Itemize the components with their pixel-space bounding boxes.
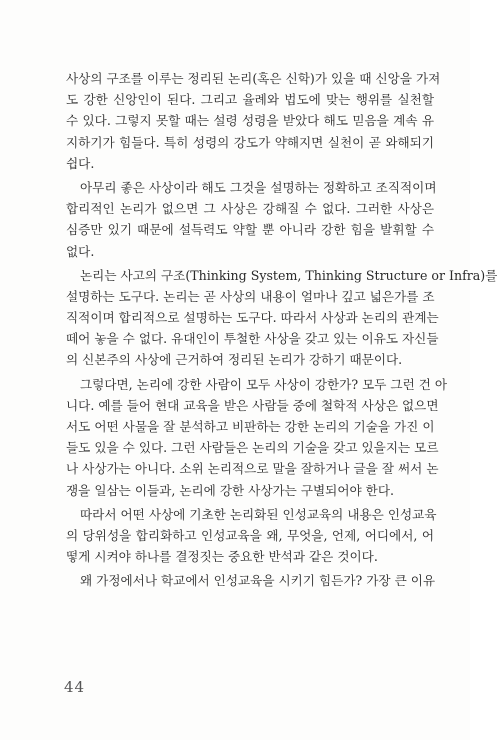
text-line-content: 떼어 놓을 수 없다. 유대인이 투철한 사상을 갖고 있는 이유도 자신들 <box>66 331 439 347</box>
text-line-content: 의 신본주의 사상에 근거하여 정리된 논리가 강하기 때문이다. <box>66 352 403 368</box>
text-line <box>66 110 434 131</box>
text-line-content: 지하기가 힘들다. 특히 성령의 강도가 약해지면 실천이 곧 와해되기 <box>66 134 434 150</box>
text-line <box>66 328 439 349</box>
text-line-content: 서도 어떤 사물을 잘 분석하고 비판하는 강한 논리의 기술을 가진 이 <box>66 419 435 434</box>
text-line-content: 나 사상가는 아니다. 소위 논리적으로 말을 잘하거나 글을 잘 써서 논 <box>66 461 439 477</box>
text-line-content: 심증만 있기 때문에 설득력도 약할 뿐 아니라 강한 힘을 발휘할 수 <box>66 222 434 238</box>
text-line <box>66 132 434 153</box>
page-number: 44 <box>64 678 86 696</box>
text-line-content: 왜 가정에서나 학교에서 인성교육을 시키기 힘든가? 가장 큰 이유 <box>80 573 436 589</box>
text-line <box>66 153 434 174</box>
text-line-content: 사상의 구조를 이루는 정리된 논리(혹은 신학)가 있을 때 신앙을 가져 <box>66 71 441 86</box>
text-line <box>66 458 439 479</box>
paragraph <box>66 177 437 262</box>
text-line-content: 합리적인 논리가 없으면 그 사상은 강해질 수 없다. 그러한 사상은 <box>66 201 434 217</box>
text-line <box>66 570 434 591</box>
text-line-content: 수 있다. 그렇지 못할 때는 설령 성령을 받았다 해도 믿음을 계속 유 <box>66 113 434 129</box>
paragraph <box>66 265 497 371</box>
text-line <box>66 504 437 525</box>
paragraph <box>66 374 448 501</box>
text-line-content: 쟁을 일삼는 이들과, 논리에 강한 사상가는 구별되어야 한다. <box>66 482 395 498</box>
text-line-content: 직적이며 합리적으로 설명하는 도구다. 따라서 사상과 논리의 관계는 <box>66 310 439 326</box>
text-line-content: 쉽다. <box>66 155 95 171</box>
text-line <box>66 241 434 262</box>
paragraph <box>66 570 434 591</box>
text-line <box>66 68 441 89</box>
text-line <box>66 525 434 546</box>
text-line-content: 의 당위성을 합리화하고 인성교육을 왜, 무엇을, 언제, 어디에서, 어 <box>66 527 434 543</box>
text-line <box>66 286 434 307</box>
text-line <box>66 416 434 437</box>
text-line <box>66 349 434 370</box>
text-line-content: 그렇다면, 논리에 강한 사람이 모두 사상이 강한가? 모두 그런 건 아 <box>80 376 448 392</box>
text-line <box>66 219 434 240</box>
text-line <box>66 480 434 501</box>
text-line <box>66 307 439 328</box>
text-line-content: 떻게 시켜야 하나를 결정짓는 중요한 반석과 같은 것이다. <box>66 549 378 565</box>
text-line <box>66 265 497 286</box>
text-line <box>66 89 434 110</box>
text-line <box>66 374 448 395</box>
text-line <box>66 198 434 219</box>
text-line-content: 설명하는 도구다. 논리는 곧 사상의 내용이 얼마나 깊고 넓은가를 조 <box>66 288 435 304</box>
text-line-content: 아무리 좋은 사상이라 해도 그것을 설명하는 정확하고 조직적이며 <box>80 179 437 195</box>
text-line-content: 들도 있을 수 있다. 그런 사람들은 논리의 기술을 갖고 있을지는 모르 <box>66 440 439 456</box>
text-line-content: 도 강한 신앙인이 된다. 그리고 율례와 법도에 맞는 행위를 실천할 <box>66 92 434 108</box>
paragraph <box>66 504 437 568</box>
body-text <box>66 68 497 592</box>
text-line <box>66 437 439 458</box>
text-line <box>66 177 437 198</box>
text-line <box>66 395 439 416</box>
text-line-content: 논리는 사고의 구조(Thinking System, Thinking Structure or Infra)를 <box>80 267 497 283</box>
text-line-content: 없다. <box>66 243 95 259</box>
text-line-content: 따라서 어떤 사상에 기초한 논리화된 인성교육의 내용은 인성교육 <box>80 506 437 522</box>
text-line <box>66 546 434 567</box>
paragraph <box>66 68 441 174</box>
text-line-content: 니다. 예를 들어 현대 교육을 받은 사람들 중에 철학적 사상은 없으면 <box>66 397 439 413</box>
